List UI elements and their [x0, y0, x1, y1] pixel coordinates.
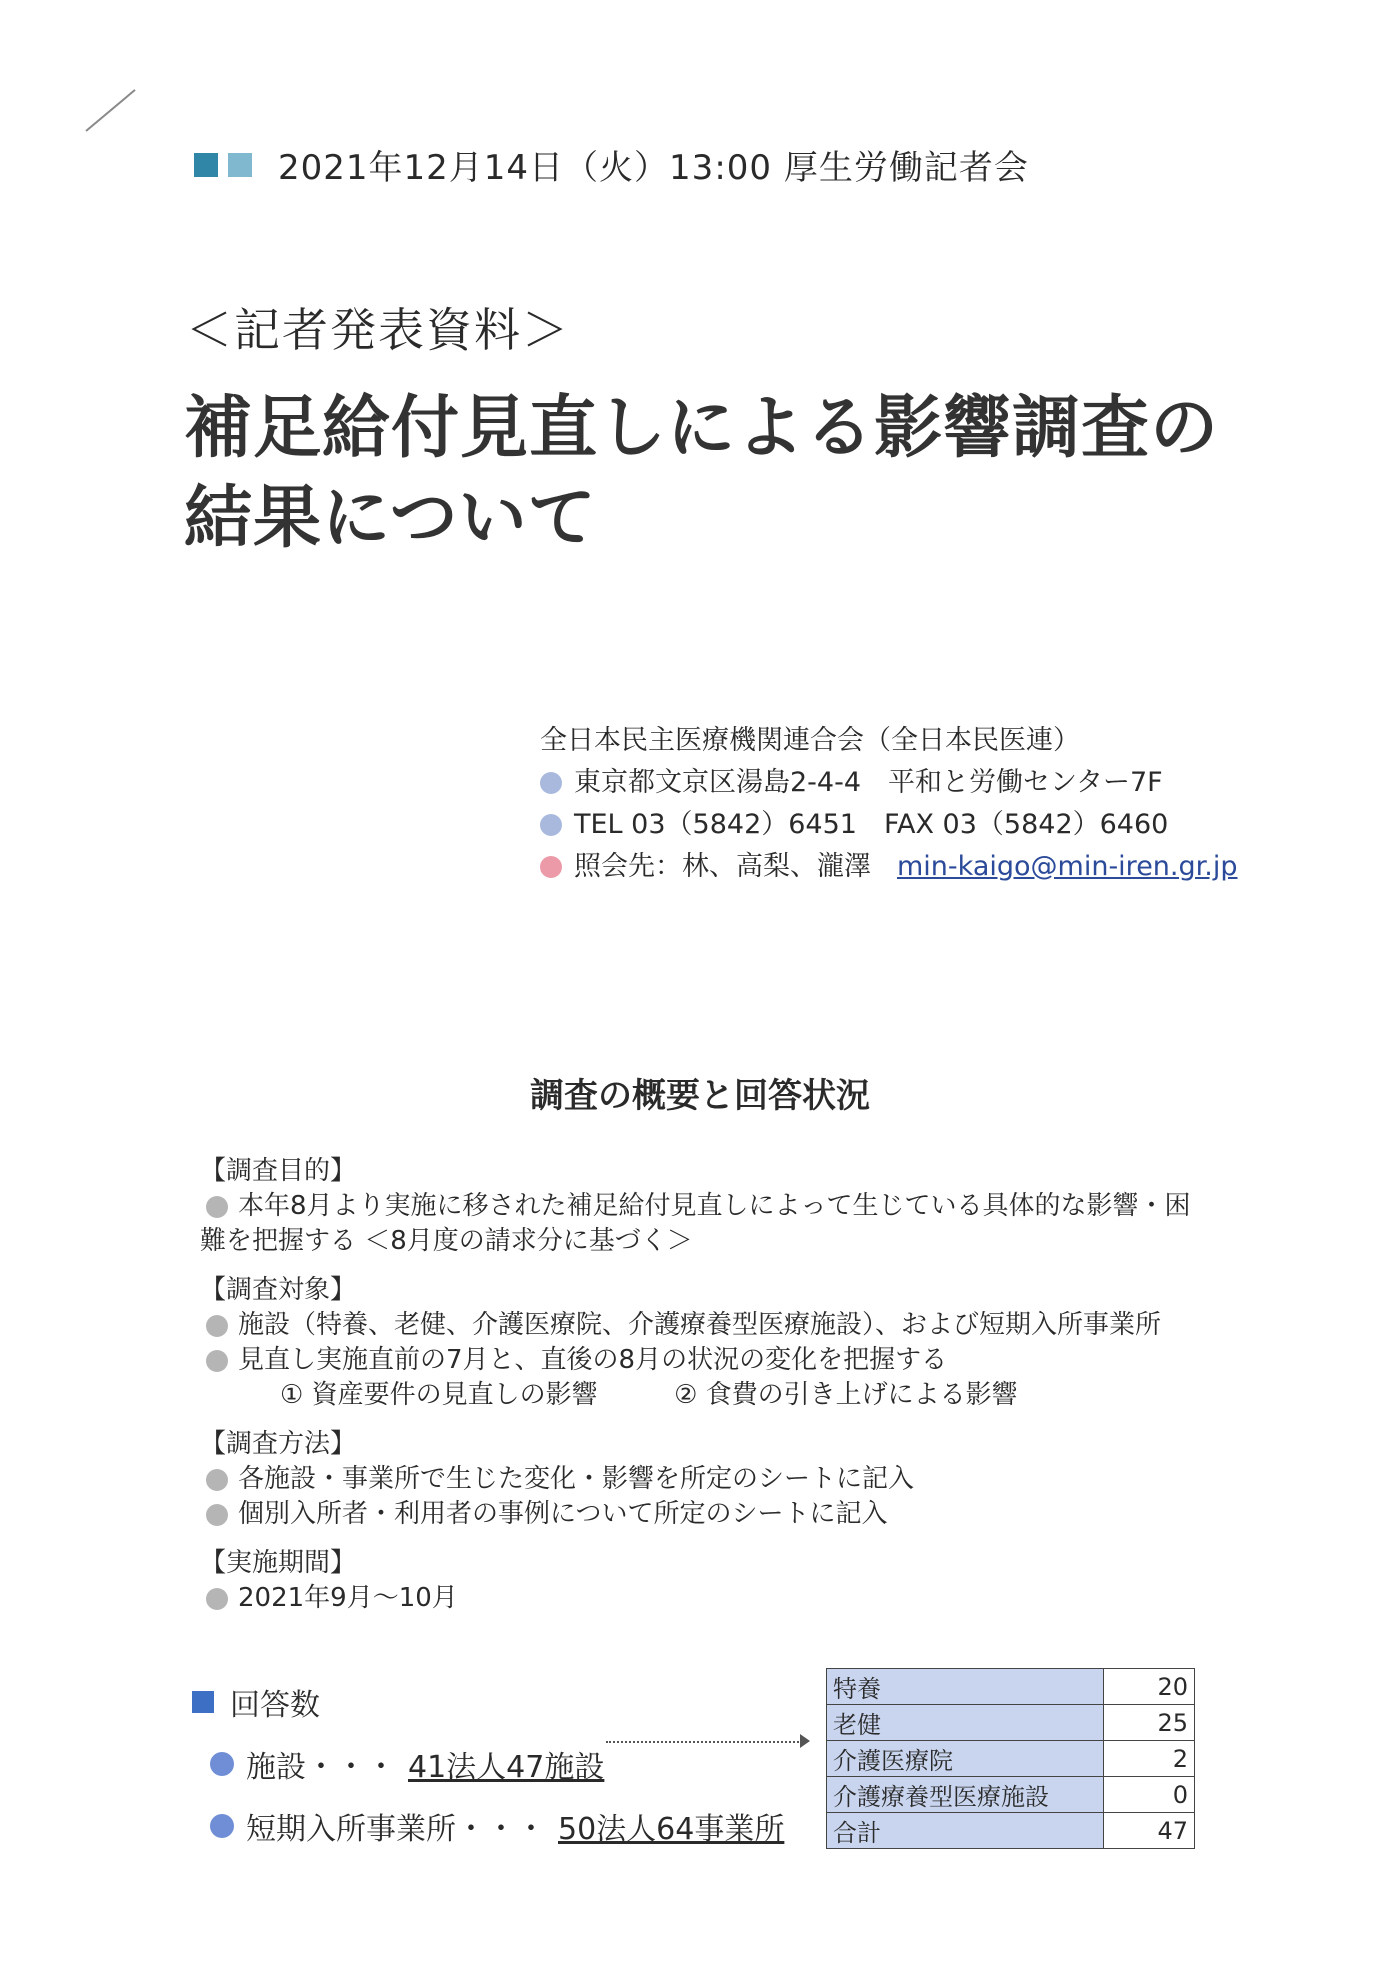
- table-cell-name: 介護医療院: [827, 1741, 1104, 1777]
- responses-block: [192, 1680, 784, 1848]
- table-row: [827, 1741, 1195, 1777]
- bullet-gray-icon: [206, 1350, 228, 1372]
- table-row: [827, 1813, 1195, 1849]
- overview-body: [200, 1148, 1240, 1616]
- pen-mark-decoration: [85, 89, 135, 132]
- target-item-1: [200, 1308, 1240, 1343]
- period-item-text: 2021年9月～10月: [238, 1583, 458, 1613]
- method-item-2-text: 個別入所者・利用者の事例について所定のシートに記入: [238, 1499, 888, 1529]
- bullet-gray-icon: [206, 1504, 228, 1526]
- press-release-label: ＜記者発表資料＞: [186, 303, 570, 357]
- table-cell-name: 特養: [827, 1669, 1104, 1705]
- org-name: [540, 720, 1237, 762]
- target-item-2: [200, 1343, 1240, 1378]
- org-contact-text: 照会先：林、高梨、瀧澤: [574, 851, 871, 882]
- target-sub-2: ② 食費の引き上げによる影響: [674, 1380, 1018, 1410]
- org-phone: [540, 804, 1237, 846]
- period-item: [200, 1581, 1240, 1616]
- facility-count-table: [826, 1668, 1195, 1849]
- method-heading: 【調査方法】: [200, 1429, 357, 1459]
- facility-value: 41法人47施設: [408, 1750, 605, 1785]
- square-dark-icon: [194, 153, 218, 177]
- table-cell-count: 47: [1104, 1813, 1195, 1849]
- period-heading: 【実施期間】: [200, 1548, 357, 1578]
- title-line-2: 結果について: [184, 479, 597, 558]
- target-heading: 【調査対象】: [200, 1275, 357, 1305]
- square-light-icon: [228, 153, 252, 177]
- table-row: [827, 1777, 1195, 1813]
- org-contact: [540, 846, 1237, 888]
- table-row: [827, 1705, 1195, 1741]
- bullet-gray-icon: [206, 1469, 228, 1491]
- section-title: 調査の概要と回答状況: [530, 1076, 870, 1116]
- target-item-1-text: 施設（特養、老健、介護医療院、介護療養型医療施設）、および短期入所事業所: [238, 1310, 1162, 1340]
- bullet-blue-icon: [540, 772, 562, 794]
- org-name-text: 全日本民主医療機関連合会（全日本民医連）: [540, 725, 1080, 756]
- responses-heading: [192, 1680, 784, 1724]
- table-row: [827, 1669, 1195, 1705]
- short-stay-label: 短期入所事業所・・・: [246, 1812, 546, 1847]
- header-date-line: [194, 140, 1029, 189]
- method-item-2: [200, 1497, 1240, 1532]
- bullet-blue-icon: [540, 814, 562, 836]
- org-address-text: 東京都文京区湯島2-4-4 平和と労働センター7F: [574, 767, 1163, 798]
- responses-short-stay: [192, 1804, 784, 1848]
- bullet-pink-icon: [540, 856, 562, 878]
- table-cell-name: 老健: [827, 1705, 1104, 1741]
- date-line-text: 2021年12月14日（火）13:00 厚生労働記者会: [278, 148, 1029, 188]
- org-address: [540, 762, 1237, 804]
- table-cell-name: 合計: [827, 1813, 1104, 1849]
- table-cell-count: 0: [1104, 1777, 1195, 1813]
- table-cell-count: 20: [1104, 1669, 1195, 1705]
- square-blue-icon: [192, 1691, 214, 1713]
- bullet-gray-icon: [206, 1315, 228, 1337]
- org-phone-text: TEL 03（5842）6451 FAX 03（5842）6460: [574, 809, 1169, 840]
- purpose-line-1: 本年8月より実施に移された補足給付見直しによって生じている具体的な影響・困: [238, 1191, 1191, 1221]
- title-line-1: 補足給付見直しによる影響調査の: [184, 389, 1220, 468]
- method-item-1: [200, 1462, 1240, 1497]
- purpose-heading: 【調査目的】: [200, 1156, 357, 1186]
- table-cell-count: 25: [1104, 1705, 1195, 1741]
- bullet-blue-icon: [210, 1814, 234, 1838]
- contact-email-link[interactable]: min-kaigo@min-iren.gr.jp: [897, 851, 1238, 882]
- responses-heading-text: 回答数: [230, 1688, 320, 1723]
- target-sub-1: ① 資産要件の見直しの影響: [280, 1380, 598, 1410]
- arrow-head-icon: [800, 1734, 810, 1748]
- target-item-2-text: 見直し実施直前の7月と、直後の8月の状況の変化を把握する: [238, 1345, 948, 1375]
- facility-label: 施設・・・: [246, 1750, 396, 1785]
- purpose-line-2: 難を把握する ＜8月度の請求分に基づく＞: [200, 1226, 693, 1256]
- responses-facility: [192, 1742, 784, 1786]
- purpose-item: [200, 1189, 1240, 1224]
- method-item-1-text: 各施設・事業所で生じた変化・影響を所定のシートに記入: [238, 1464, 915, 1494]
- bullet-gray-icon: [206, 1588, 228, 1610]
- dotted-arrow-line: [606, 1741, 806, 1743]
- organization-block: [540, 720, 1237, 888]
- table-cell-count: 2: [1104, 1741, 1195, 1777]
- target-subitems: [200, 1378, 1240, 1413]
- bullet-blue-icon: [210, 1752, 234, 1776]
- table-cell-name: 介護療養型医療施設: [827, 1777, 1104, 1813]
- short-stay-value: 50法人64事業所: [558, 1812, 785, 1847]
- bullet-gray-icon: [206, 1196, 228, 1218]
- document-title: [184, 384, 1219, 564]
